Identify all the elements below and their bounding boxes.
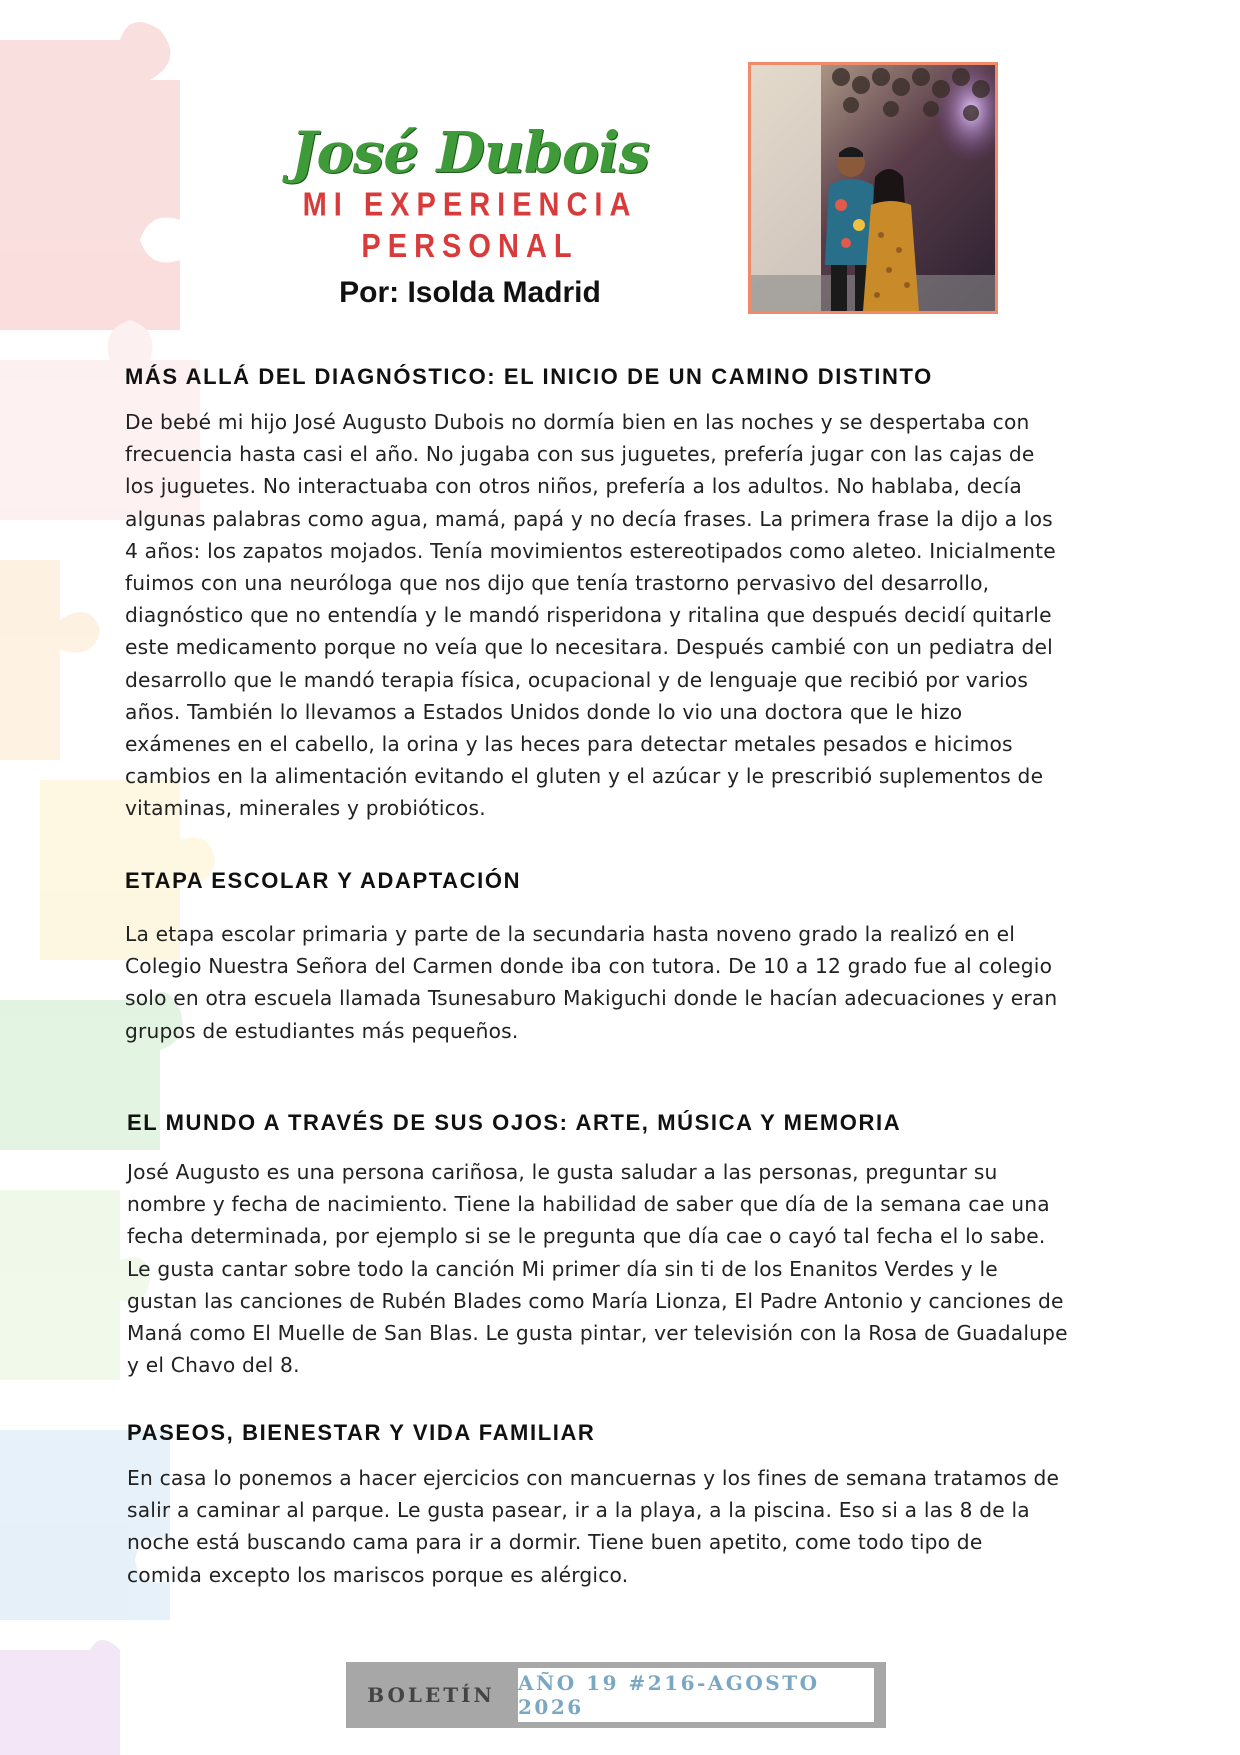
author-byline: Por: Isolda Madrid (339, 276, 601, 309)
text-line: los juguetes. No interactuaba con otros niños, prefería a los adultos. No hablaba, decía (125, 474, 1023, 499)
text-line: desarrollo que le mandó terapia física, ocupacional y de lenguaje que recibió por varios (125, 667, 1029, 692)
family-photo (748, 62, 998, 314)
section-school (125, 866, 1135, 1047)
text-line: cambios en la alimentación evitando el gluten y el azúcar y le prescribió suplementos de (125, 764, 1044, 789)
text-line: algunas palabras como agua, mamá, papá y no decía frases. La primera frase la dijo a los (125, 506, 1053, 531)
section-heading: MÁS ALLÁ DEL DIAGNÓSTICO: EL INICIO DE UN CAMINO DISTINTO (125, 364, 933, 389)
text-line: años. También lo llevamos a Estados Unidos donde lo vio una doctora que le hizo (125, 699, 963, 724)
text-line: frecuencia hasta casi el año. No jugaba con sus juguetes, prefería jugar con las cajas de (125, 442, 1035, 467)
text-line: nombre y fecha de nacimiento. Tiene la habilidad de saber que día de la semana cae una (127, 1192, 1050, 1217)
section-body (127, 1156, 1137, 1381)
section-heading: PASEOS, BIENESTAR Y VIDA FAMILIAR (127, 1420, 596, 1445)
text-line: En casa lo ponemos a hacer ejercicios con mancuernas y los fines de semana tratamos de (127, 1466, 1060, 1490)
section-body (125, 406, 1135, 825)
text-line: noche está buscando cama para ir a dormir. Tiene buen apetito, come todo tipo de (127, 1530, 983, 1555)
text-line: Colegio Nuestra Señora del Carmen donde iba con tutora. De 10 a 12 grado fue al colegio (125, 954, 1053, 979)
text-line: gustan las canciones de Rubén Blades como María Lionza, El Padre Antonio y canciones de (127, 1288, 1064, 1313)
text-line: Maná como El Muelle de San Blas. Le gusta pintar, ver televisión con la Rosa de Guadalupe (127, 1321, 1068, 1346)
text-line: diagnóstico que no entendía y le mandó risperidona y ritalina que después decidí quitarle (125, 603, 1052, 628)
name-title: José Dubois (290, 120, 650, 186)
footer-issue: AÑO 19 #216-AGOSTO 2026 (518, 1668, 874, 1722)
text-line: y el Chavo del 8. (127, 1353, 300, 1378)
text-line: vitaminas, minerales y probióticos. (125, 796, 486, 821)
text-line: De bebé mi hijo José Augusto Dubois no dormía bien en las noches y se despertaba con (125, 410, 1030, 434)
text-line: José Augusto es una persona cariñosa, le gusta saludar a las personas, preguntar su (127, 1160, 998, 1184)
section-diagnosis (125, 362, 1135, 825)
article-subtitle: MI EXPERIENCIA PERSONAL (302, 186, 638, 266)
text-line: Le gusta cantar sobre todo la canción Mi primer día sin ti de los Enanitos Verdes y le (127, 1256, 998, 1281)
header-title-block (240, 118, 700, 314)
footer-label: BOLETÍN (367, 1683, 495, 1707)
photo-illustration (751, 65, 995, 311)
text-line: comida excepto los mariscos porque es alérgico. (127, 1562, 629, 1587)
section-body (125, 918, 1135, 1047)
section-family (127, 1418, 1137, 1591)
section-world (127, 1108, 1137, 1381)
text-line: grupos de estudiantes más pequeños. (125, 1018, 519, 1043)
text-line: fecha determinada, por ejemplo si se le pregunta que día cae o cayó tal fecha el lo sabe. (127, 1224, 1046, 1249)
text-line: 4 años: los zapatos mojados. Tenía movimientos estereotipados como aleteo. Inicialmente (125, 538, 1056, 563)
section-heading: ETAPA ESCOLAR Y ADAPTACIÓN (125, 868, 522, 893)
text-line: fuimos con una neuróloga que nos dijo que tenía trastorno pervasivo del desarrollo, (125, 571, 990, 596)
text-line: La etapa escolar primaria y parte de la secundaria hasta noveno grado la realizó en el (125, 922, 1016, 946)
section-body (127, 1462, 1137, 1591)
text-line: solo en otra escuela llamada Tsunesaburo Makiguchi donde le hacían adecuaciones y eran (125, 986, 1058, 1011)
text-line: salir a caminar al parque. Le gusta pasear, ir a la playa, a la piscina. Eso si a las 8 de la (127, 1498, 1030, 1523)
newsletter-footer (346, 1662, 886, 1728)
section-heading: EL MUNDO A TRAVÉS DE SUS OJOS: ARTE, MÚSICA Y MEMORIA (127, 1110, 902, 1135)
text-line: este medicamento porque no veía que lo necesitara. Después cambié con un pediatra del (125, 635, 1053, 660)
text-line: exámenes en el cabello, la orina y las heces para detectar metales pesados e hicimos (125, 732, 1013, 757)
